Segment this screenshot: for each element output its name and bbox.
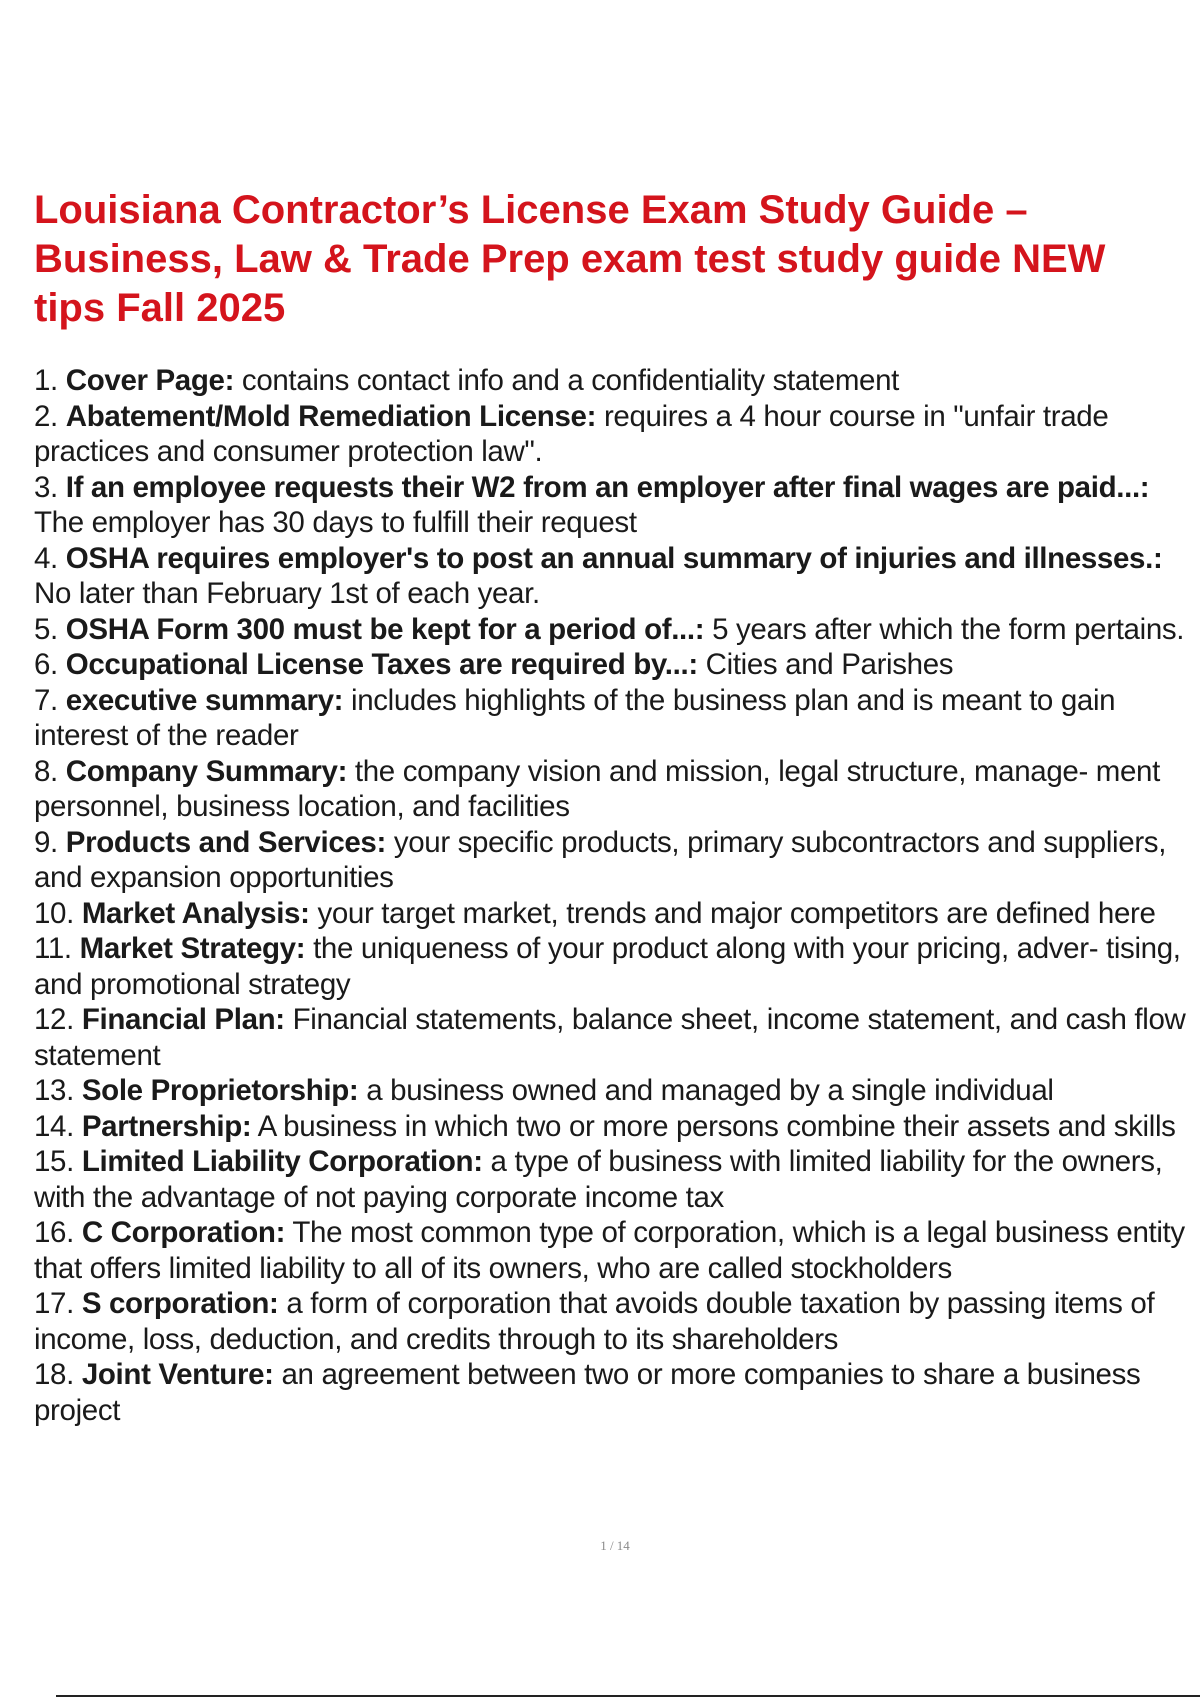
item-definition: a business owned and managed by a single individual — [366, 1074, 1054, 1107]
item-number: 6. — [34, 648, 58, 681]
item-definition: The most common type of corporation, which is a legal business entity that offers limited liability to all of its owners, who are called stockholders — [34, 1216, 1185, 1285]
list-item — [34, 683, 1200, 754]
list-item — [34, 470, 1200, 541]
bottom-divider — [56, 1695, 1200, 1697]
list-item — [34, 363, 1200, 399]
item-definition: includes highlights of the business plan and is meant to gain interest of the reader — [34, 683, 1116, 752]
item-term: Company Summary: — [65, 754, 348, 788]
item-definition: your target market, trends and major competitors are defined here — [317, 896, 1156, 930]
list-item — [34, 1073, 1200, 1109]
item-term: Market Analysis: — [81, 896, 310, 930]
item-number: 3. — [34, 470, 58, 504]
list-item — [34, 1002, 1200, 1073]
item-definition: Financial statements, balance sheet, income statement, and cash flow statement — [34, 1003, 1186, 1072]
item-definition: a type of business with limited liability for the owners, with the advantage of not paying corporate income tax — [34, 1145, 1163, 1214]
item-term: Financial Plan: — [81, 1003, 285, 1036]
item-term: Occupational License Taxes are required by...: — [65, 648, 698, 681]
item-number: 11. — [34, 932, 72, 965]
item-term: S corporation: — [81, 1287, 279, 1320]
item-term: Partnership: — [81, 1109, 252, 1143]
item-number: 2. — [34, 399, 58, 433]
item-number: 16. — [34, 1216, 74, 1249]
item-definition: a form of corporation that avoids double taxation by passing items of income, loss, deduction, and credits through to its shareholders — [34, 1287, 1155, 1356]
item-number: 1. — [34, 364, 58, 397]
item-definition: 5 years after which the form pertains. — [712, 612, 1185, 646]
item-definition: requires a 4 hour course in "unfair trade practices and consumer protection law". — [34, 399, 1109, 468]
item-definition: A business in which two or more persons combine their assets and skills — [257, 1109, 1176, 1143]
page-number: 1 / 14 — [600, 1538, 630, 1553]
list-item — [34, 1144, 1200, 1215]
item-number: 7. — [34, 683, 58, 717]
item-term: If an employee requests their W2 from an employer after final wages are paid...: — [65, 470, 1150, 504]
item-number: 15. — [34, 1145, 74, 1178]
item-term: executive summary: — [65, 683, 344, 717]
item-definition: an agreement between two or more companies to share a business project — [34, 1358, 1141, 1427]
list-item — [34, 896, 1200, 932]
item-term: Products and Services: — [65, 825, 386, 859]
item-term: OSHA requires employer's to post an annual summary of injuries and illnesses.: — [65, 541, 1163, 575]
list-item — [34, 1109, 1200, 1145]
item-number: 13. — [34, 1074, 74, 1107]
item-definition: Cities and Parishes — [705, 648, 954, 681]
item-number: 10. — [34, 896, 74, 930]
item-number: 4. — [34, 541, 58, 575]
list-item — [34, 1286, 1200, 1357]
item-definition: your specific products, primary subcontractors and suppliers, and expansion opportunities — [34, 825, 1167, 894]
item-number: 8. — [34, 754, 58, 788]
list-item — [34, 541, 1200, 612]
list-item — [34, 647, 1200, 683]
item-number: 17. — [34, 1287, 74, 1320]
item-number: 18. — [34, 1358, 74, 1391]
item-definition: the uniqueness of your product along with your pricing, adver- tising, and promotional strategy — [34, 932, 1181, 1001]
study-items-list — [34, 363, 1200, 1428]
item-number: 5. — [34, 612, 58, 646]
item-term: Cover Page: — [65, 364, 235, 397]
list-item — [34, 399, 1200, 470]
item-number: 14. — [34, 1109, 74, 1143]
list-item — [34, 612, 1200, 648]
list-item — [34, 1357, 1200, 1428]
item-definition: No later than February 1st of each year. — [34, 577, 540, 610]
list-item — [34, 1215, 1200, 1286]
list-item — [34, 754, 1200, 825]
item-term: Abatement/Mold Remediation License: — [65, 399, 597, 433]
item-number: 12. — [34, 1003, 74, 1036]
item-number: 9. — [34, 825, 58, 859]
item-definition: The employer has 30 days to fulfill their request — [34, 506, 637, 539]
item-definition: contains contact info and a confidentiality statement — [241, 364, 900, 397]
list-item — [34, 825, 1200, 896]
list-item — [34, 931, 1200, 1002]
item-term: Limited Liability Corporation: — [81, 1145, 483, 1178]
item-term: Sole Proprietorship: — [81, 1074, 359, 1107]
item-term: Market Strategy: — [79, 932, 306, 965]
document-title: Louisiana Contractor’s License Exam Study Guide – Business, Law & Trade Prep exam test study guide NEW tips Fall 2025 — [34, 188, 1106, 330]
item-term: C Corporation: — [81, 1216, 286, 1249]
item-term: OSHA Form 300 must be kept for a period of...: — [65, 612, 705, 646]
item-term: Joint Venture: — [81, 1358, 274, 1391]
item-definition: the company vision and mission, legal structure, manage- ment personnel, business location, and facilities — [34, 754, 1160, 823]
